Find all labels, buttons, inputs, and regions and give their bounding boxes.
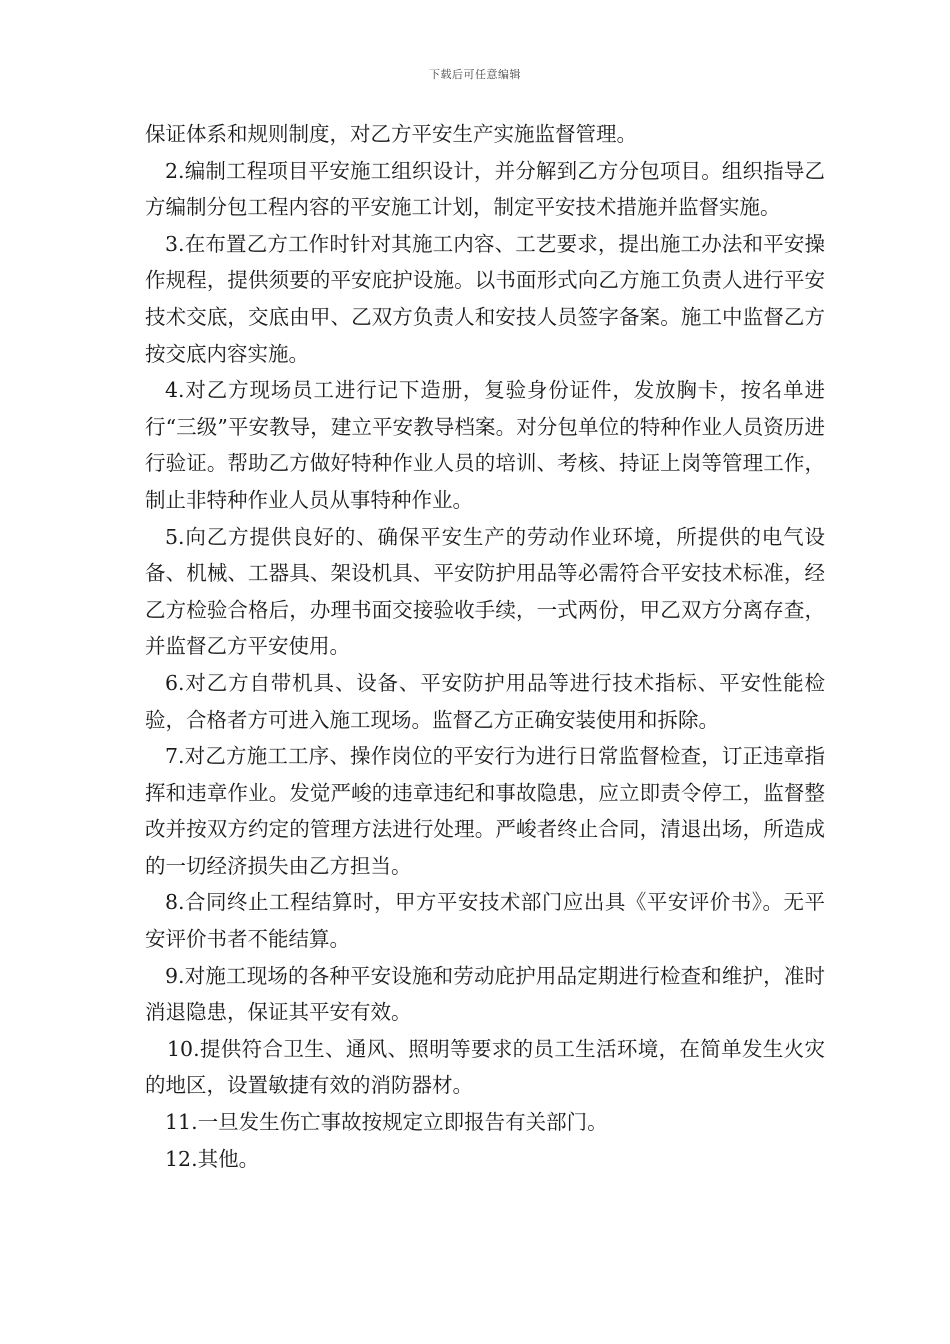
paragraph-item-3: 3.在布置乙方工作时针对其施工内容、工艺要求，提出施工办法和平安操作规程，提供须要的平安庇护设施。以书面形式向乙方施工负责人进行平安技术交底，交底由甲、乙双方负责人和安技人员签字备案。施工中监督乙方按交底内容实施。 xyxy=(145,231,825,366)
paragraph-item-9: 9.对施工现场的各种平安设施和劳动庇护用品定期进行检查和维护，准时消退隐患，保证其平安有效。 xyxy=(145,963,825,1025)
paragraph-item-10: 10.提供符合卫生、通风、照明等要求的员工生活环境，在简单发生火灾的地区，设置敏捷有效的消防器材。 xyxy=(145,1036,825,1098)
paragraph-item-2: 2.编制工程项目平安施工组织设计，并分解到乙方分包项目。组织指导乙方编制分包工程内容的平安施工计划，制定平安技术措施并监督实施。 xyxy=(145,158,825,220)
paragraph-item-12: 12.其他。 xyxy=(165,1146,260,1171)
paragraph-item-6: 6.对乙方自带机具、设备、平安防护用品等进行技术指标、平安性能检验，合格者方可进入施工现场。监督乙方正确安装使用和拆除。 xyxy=(145,670,825,732)
paragraph-continuation: 保证体系和规则制度，对乙方平安生产实施监督管理。 xyxy=(145,122,637,146)
paragraph-item-11: 11.一旦发生伤亡事故按规定立即报告有关部门。 xyxy=(165,1110,608,1135)
paragraph-item-8: 8.合同终止工程结算时，甲方平安技术部门应出具《平安评价书》。无平安评价书者不能结算。 xyxy=(145,890,825,952)
paragraph-item-5: 5.向乙方提供良好的、确保平安生产的劳动作业环境，所提供的电气设备、机械、工器具、架设机具、平安防护用品等必需符合平安技术标准，经乙方检验合格后，办理书面交接验收手续，一式两份，甲乙双方分离存查，并监督乙方平安使用。 xyxy=(145,524,825,659)
document-body xyxy=(145,116,825,1177)
page-header: 下载后可任意编辑 xyxy=(429,68,521,81)
paragraph-item-7: 7.对乙方施工工序、操作岗位的平安行为进行日常监督检查，订正违章指挥和违章作业。发觉严峻的违章违纪和事故隐患，应立即责令停工，监督整改并按双方约定的管理方法进行处理。严峻者终止合同，清退出场，所造成的一切经济损失由乙方担当。 xyxy=(145,744,825,878)
paragraph-item-4: 4.对乙方现场员工进行记下造册，复验身份证件，发放胸卡，按名单进行“三级”平安教导，建立平安教导档案。对分包单位的特种作业人员资历进行验证。帮助乙方做好特种作业人员的培训、考核、持证上岗等管理工作，制止非特种作业人员从事特种作业。 xyxy=(145,378,825,512)
